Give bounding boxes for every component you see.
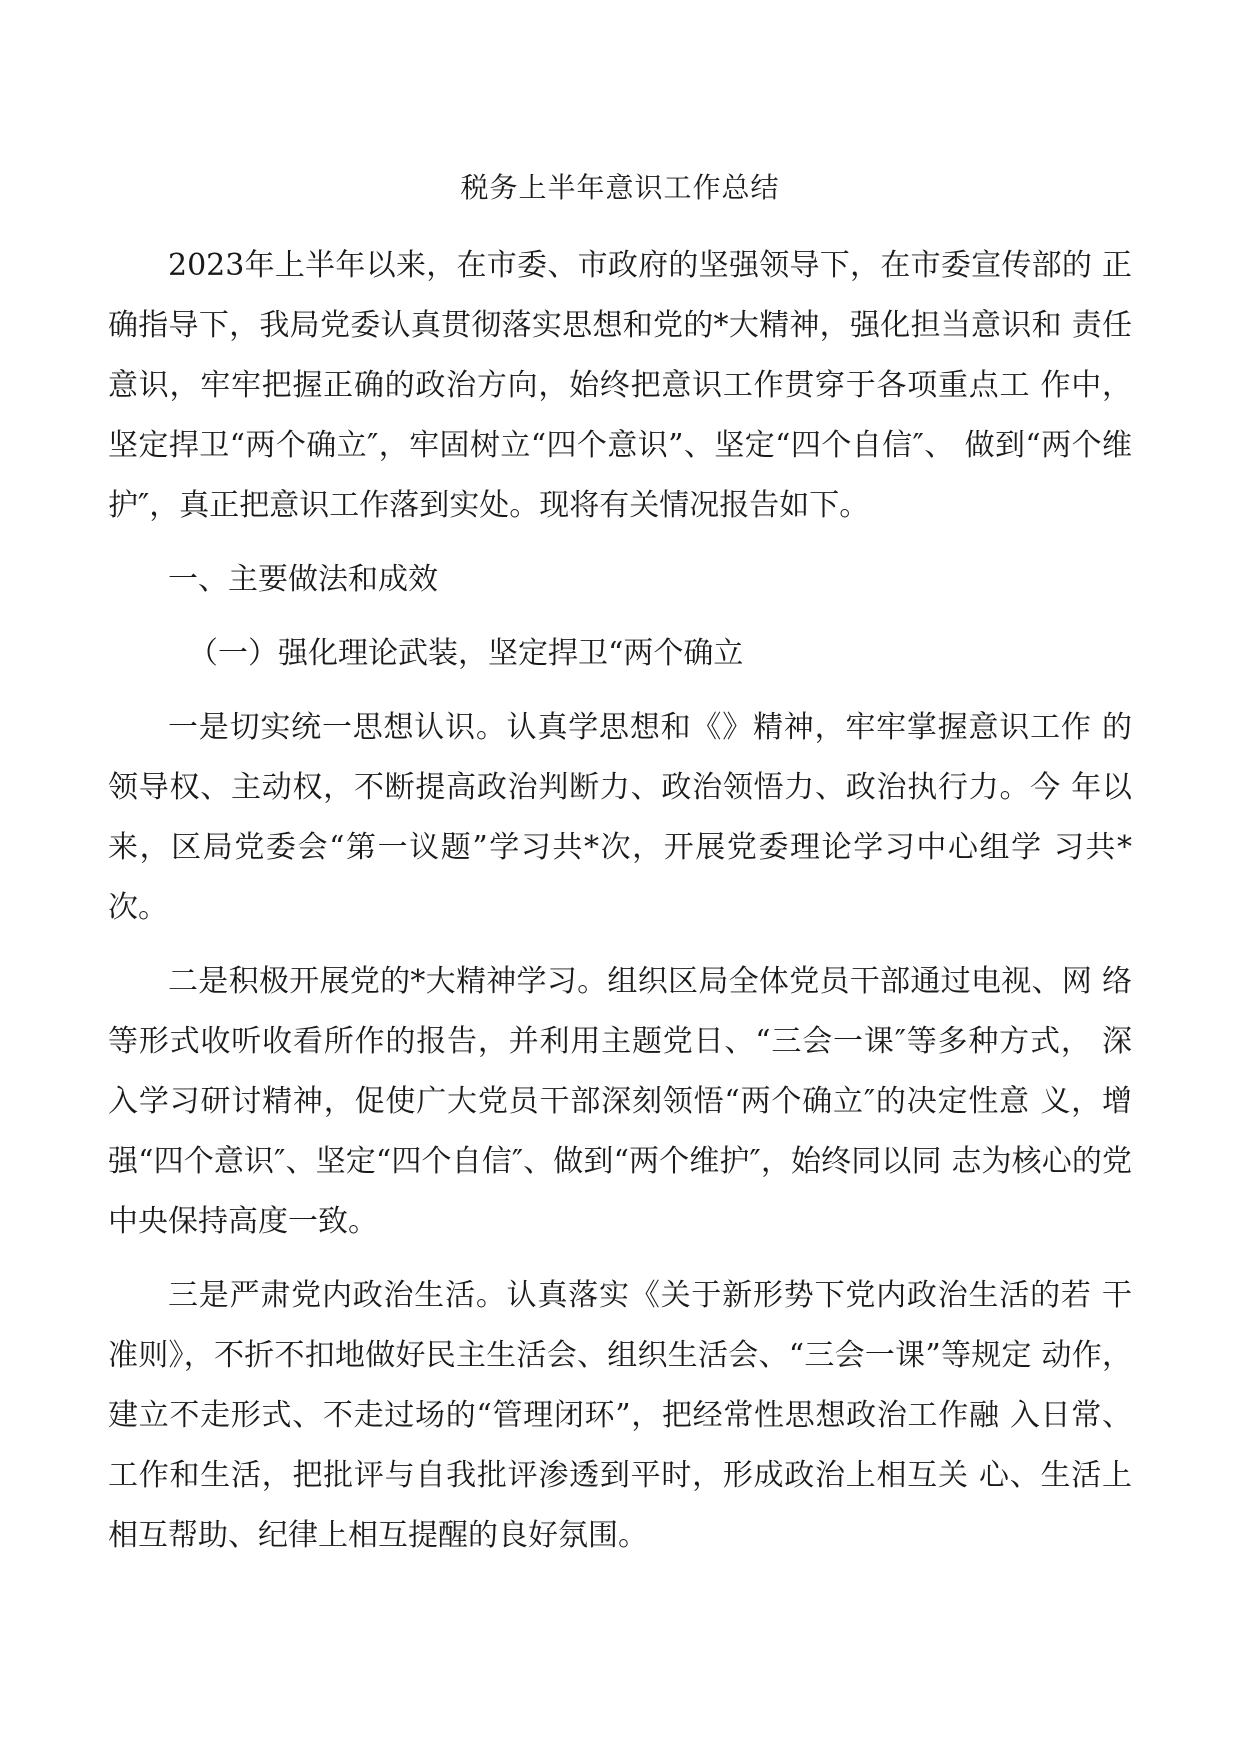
subsection-heading: （一）强化理论武装，坚定捍卫“两个确立 xyxy=(188,636,744,671)
body-paragraph: 二是积极开展党的*大精神学习。组织区局全体党员干部通过电视、网 络等形式收听收看所作的报告，并利用主题党日、“三会一课″等多种方式， 深入学习研讨精神，促使广大党员干部深刻领悟“两个确立″的决定性意 义，增强“四个意识″、坚定“四个自信″、做到“两个维护″，始终同以同 志为核心的党中央保持高度一致。 xyxy=(108,964,1132,1239)
document-body xyxy=(108,236,1132,1580)
body-paragraph: 一是切实统一思想认识。认真学思想和《》精神，牢牢掌握意识工作 的领导权、主动权，不断提高政治判断力、政治领悟力、政治执行力。今 年以来，区局党委会“第一议题”学习共*次，开展党委理论学习中心组学 习共*次。 xyxy=(108,710,1132,925)
intro-paragraph: 2023年上半年以来，在市委、市政府的坚强领导下，在市委宣传部的 正确指导下，我局党委认真贯彻落实思想和党的*大精神，强化担当意识和 责任意识，牢牢把握正确的政治方向，始终把意识工作贯穿于各项重点工 作中，坚定捍卫“两个确立″，牢固树立“四个意识”、坚定“四个自信″、 做到“两个维护″，真正把意识工作落到实处。现将有关情况报告如下。 xyxy=(108,248,1132,523)
section-heading: 一、主要做法和成效 xyxy=(168,562,438,597)
body-paragraph: 三是严肃党内政治生活。认真落实《关于新形势下党内政治生活的若 干准则》，不折不扣地做好民主生活会、组织生活会、“三会一课”等规定 动作，建立不走形式、不走过场的“管理闭环”，把经常性思想政治工作融 入日常、工作和生活，把批评与自我批评渗透到平时，形成政治上相互关 心、生活上相互帮助、纪律上相互提醒的良好氛围。 xyxy=(108,1278,1132,1553)
document-title: 税务上半年意识工作总结 xyxy=(460,171,780,204)
